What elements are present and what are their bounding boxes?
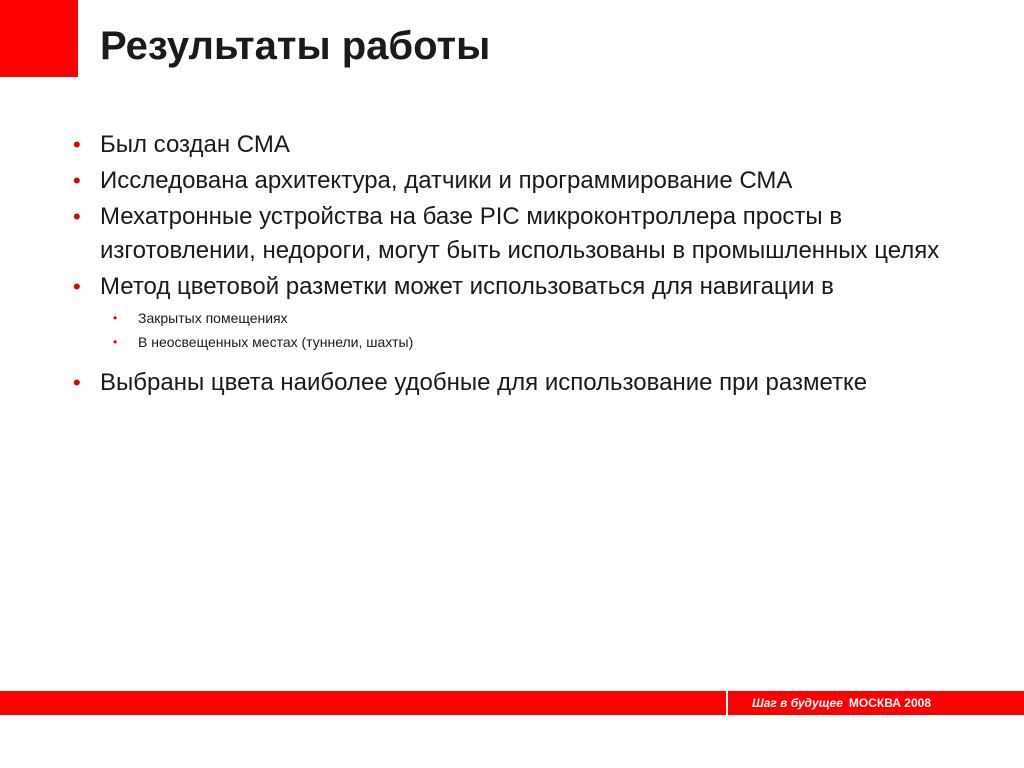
bullet-dot-icon: • [73, 168, 81, 193]
sub-bullet-item [100, 330, 960, 354]
bullet-text: Мехатронные устройства на базе PIC микроконтроллера просты в изготовлении, недороги, могут быть использованы в промышленных целях [100, 203, 940, 264]
sub-bullet-dot-icon: • [113, 311, 118, 325]
bullet-item [0, 366, 960, 400]
sub-bullet-text: Закрытых помещениях [138, 310, 288, 326]
bullet-text: Исследована архитектура, датчики и программирование СМА [100, 167, 793, 194]
bullet-item [0, 200, 960, 268]
sub-bullet-item [100, 306, 960, 330]
footer-caption [752, 695, 931, 711]
bullet-item [0, 128, 960, 162]
bullet-dot-icon: • [73, 274, 81, 299]
sub-bullet-text: В неосвещенных местах (туннели, шахты) [138, 334, 414, 350]
bullet-list [0, 128, 960, 402]
bullet-item [0, 164, 960, 198]
bullet-text: Метод цветовой разметки может использоваться для навигации в [100, 273, 834, 300]
footer-slogan: Шаг в будущее [752, 696, 843, 710]
bullet-dot-icon: • [73, 370, 81, 395]
slide-title: Результаты работы [100, 24, 491, 68]
footer-place-year: МОСКВА 2008 [848, 696, 932, 710]
bullet-text: Был создан СМА [100, 131, 290, 158]
bullet-text: Выбраны цвета наиболее удобные для использование при разметке [100, 369, 868, 396]
footer-divider [726, 691, 728, 715]
bullet-dot-icon: • [73, 132, 81, 157]
bullet-item [0, 270, 960, 354]
corner-accent-block [0, 0, 78, 77]
sub-bullet-dot-icon: • [113, 335, 118, 349]
bullet-dot-icon: • [73, 204, 81, 229]
sub-bullet-list [100, 306, 960, 354]
footer-bar [0, 691, 1024, 715]
